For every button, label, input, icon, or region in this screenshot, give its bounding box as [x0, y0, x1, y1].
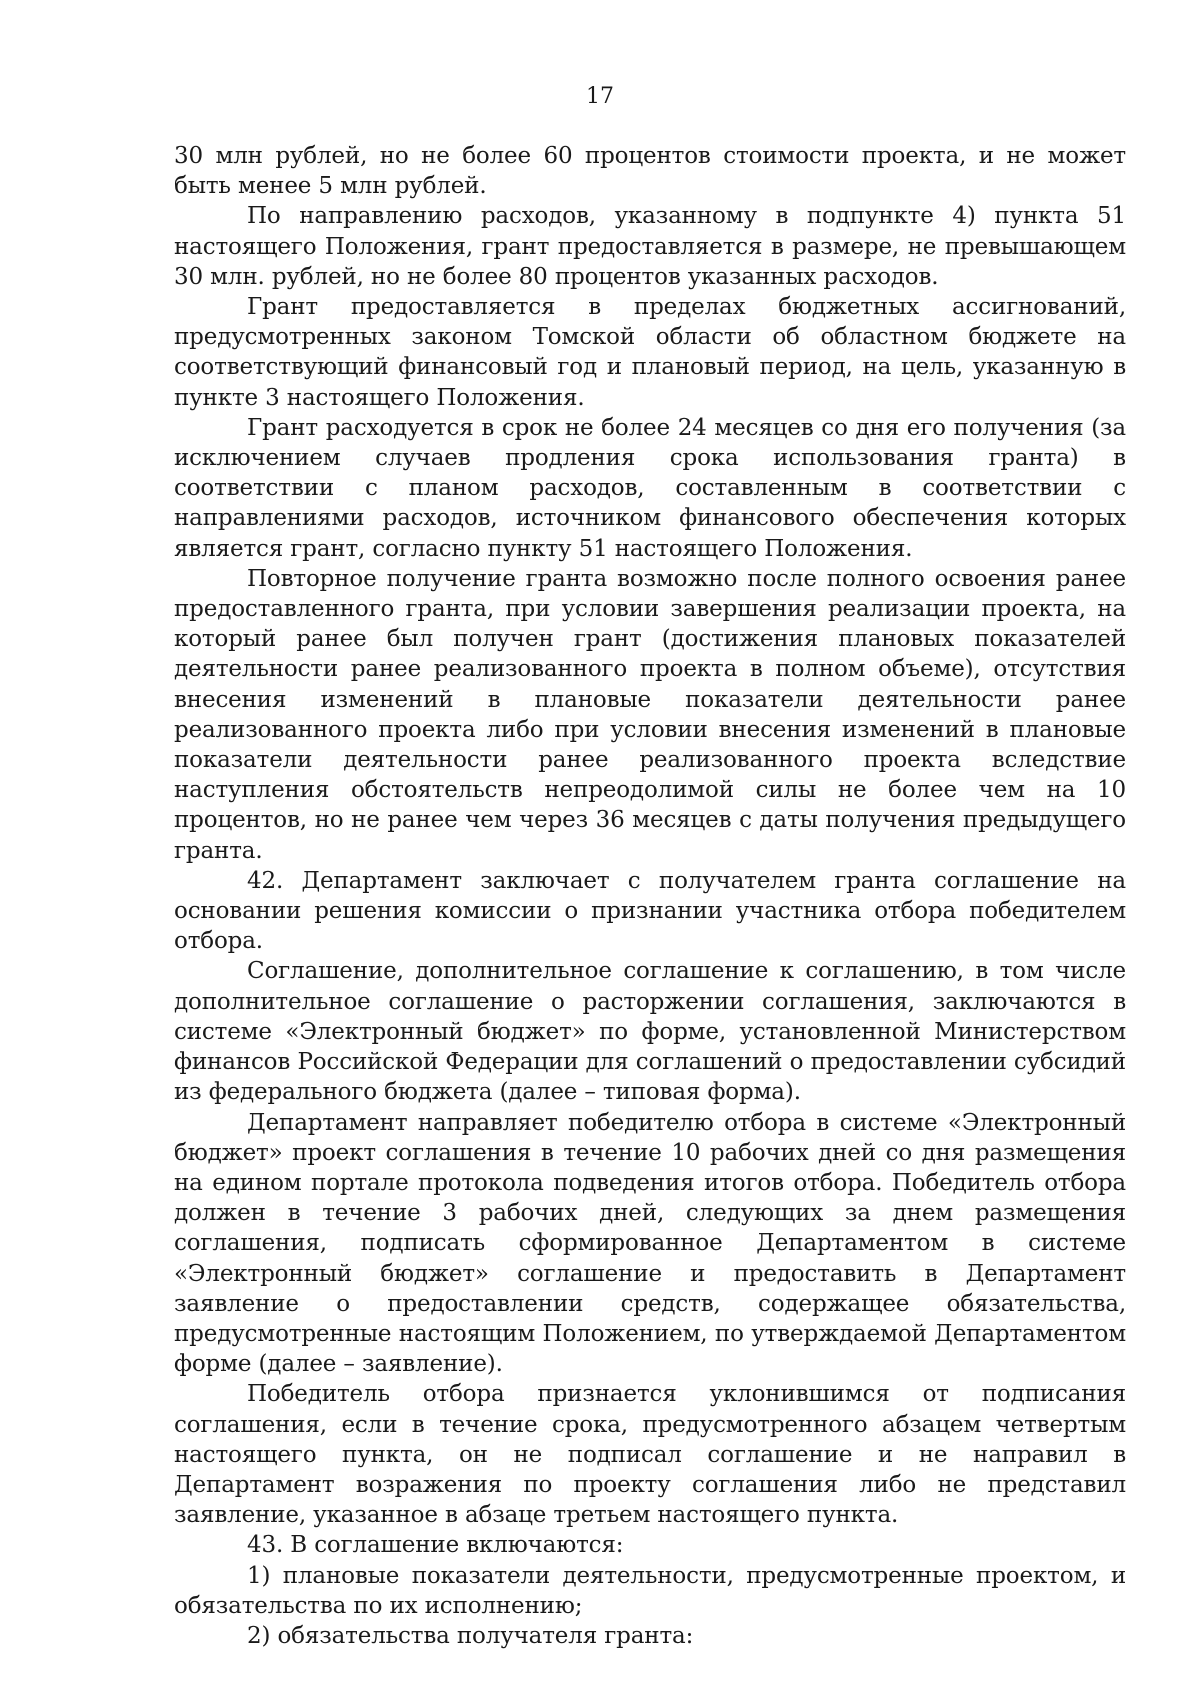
paragraph: 30 млн рублей, но не более 60 процентов стоимости проекта, и не может быть менее 5 млн рублей. — [174, 143, 1126, 200]
paragraph: Грант предоставляется в пределах бюджетных ассигнований, предусмотренных законом Томской области об областном бюджете на соответствующий финансовый год и плановый период, на цель, указанную в пункте 3 настоящего Положения. — [174, 294, 1126, 411]
paragraph: Грант расходуется в срок не более 24 месяцев со дня его получения (за исключением случаев продления срока использования гранта) в соответствии с планом расходов, составленным в соответствии с направлениями расходов, источником финансового обеспечения которых является грант, согласно пункту 51 настоящего Положения. — [174, 414, 1126, 562]
paragraph: Соглашение, дополнительное соглашение к соглашению, в том числе дополнительное соглашение о расторжении соглашения, заключаются в системе «Электронный бюджет» по форме, установленной Министерством финансов Российской Федерации для соглашений о предоставлении субсидий из федерального бюджета (далее – типовая форма). — [174, 958, 1126, 1106]
paragraph: Победитель отбора признается уклонившимся от подписания соглашения, если в течение срока, предусмотренного абзацем четвертым настоящего пункта, он не подписал соглашение и не направил в Департамент возражения по проекту соглашения либо не представил заявление, указанное в абзаце третьем настоящего пункта. — [174, 1381, 1126, 1529]
paragraph: Департамент направляет победителю отбора в системе «Электронный бюджет» проект соглашения в течение 10 рабочих дней со дня размещения на едином портале протокола подведения итогов отбора. Победитель отбора должен в течение 3 рабочих дней, следующих за днем размещения соглашения, подписать сформированное Департаментом в системе «Электронный бюджет» соглашение и предоставить в Департамент заявление о предоставлении средств, содержащее обязательства, предусмотренные настоящим Положением, по утверждаемой Департаментом форме (далее – заявление). — [174, 1109, 1126, 1378]
page-number: 17 — [586, 84, 614, 109]
document-body — [174, 141, 1126, 1651]
paragraph-clause-42: 42. Департамент заключает с получателем гранта соглашение на основании решения комиссии о признании участника отбора победителем отбора. — [174, 867, 1126, 955]
paragraph: По направлению расходов, указанному в подпункте 4) пункта 51 настоящего Положения, грант предоставляется в размере, не превышающем 30 млн. рублей, но не более 80 процентов указанных расходов. — [174, 203, 1126, 290]
list-item: 1) плановые показатели деятельности, предусмотренные проектом, и обязательства по их исполнению; — [174, 1562, 1126, 1619]
paragraph: Повторное получение гранта возможно после полного освоения ранее предоставленного гранта, при условии завершения реализации проекта, на который ранее был получен грант (достижения плановых показателей деятельности ранее реализованного проекта в полном объеме), отсутствия внесения изменений в плановые показатели деятельности ранее реализованного проекта либо при условии внесения изменений в плановые показатели деятельности ранее реализованного проекта вследствие наступления обстоятельств непреодолимой силы не более чем на 10 процентов, но не ранее чем через 36 месяцев с даты получения предыдущего гранта. — [174, 565, 1126, 864]
paragraph-clause-43: 43. В соглашение включаются: — [247, 1532, 624, 1559]
list-item: 2) обязательства получателя гранта: — [247, 1622, 694, 1649]
